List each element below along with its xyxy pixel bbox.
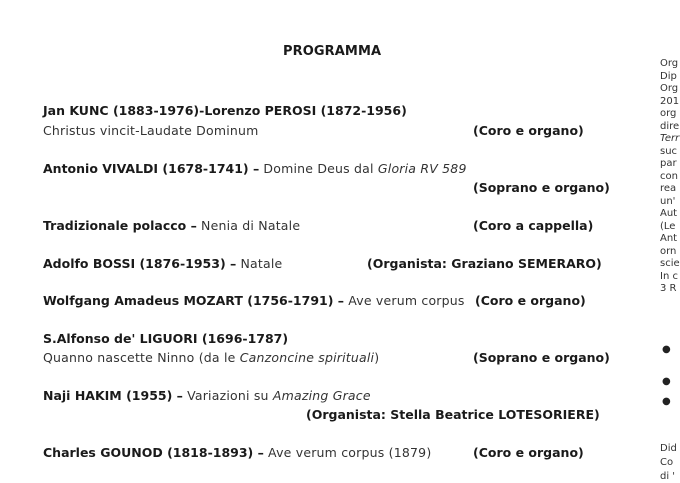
- entry-4-performer: (Organista: Graziano SEMERARO): [367, 256, 602, 271]
- side-line: Dip: [660, 70, 677, 82]
- entry-6-performer: (Soprano e organo): [473, 350, 610, 365]
- entry-7: [43, 388, 371, 403]
- entry-2-work: Domine Deus dal: [259, 161, 378, 176]
- entry-6-work-italic: Canzoncine spirituali: [239, 350, 375, 365]
- side-line: (Le: [660, 220, 676, 232]
- entry-7-work: Variazioni su: [182, 388, 273, 403]
- entry-7-work-italic: Amazing Grace: [272, 388, 371, 403]
- bullet-icon: ●: [662, 396, 671, 407]
- entry-6-work-close: ): [374, 350, 380, 365]
- entry-4: [43, 256, 282, 271]
- entry-6-composer: S.Alfonso de' LIGUORI (1696-1787): [43, 331, 289, 346]
- entry-2-composer: Antonio VIVALDI (1678-1741) –: [43, 161, 260, 176]
- entry-3-composer: Tradizionale polacco –: [43, 218, 197, 233]
- entry-6-work-line: [43, 350, 379, 365]
- entry-6-work: Quanno nascette Ninno (da le: [43, 350, 240, 365]
- entry-7-composer: Naji HAKIM (1955) –: [43, 388, 183, 403]
- side-line: Terr: [660, 133, 680, 144]
- entry-5-performer: (Coro e organo): [475, 293, 586, 308]
- side-footer-line: di ': [660, 471, 676, 482]
- entry-2-work-italic: Gloria RV 589: [377, 161, 467, 176]
- entry-5-work: Ave verum corpus: [344, 293, 465, 308]
- entry-8-performer: (Coro e organo): [473, 445, 584, 460]
- entry-3-work: Nenia di Natale: [196, 218, 301, 233]
- side-line: suc: [660, 145, 678, 157]
- side-line: Org: [660, 83, 679, 94]
- entry-4-work: Natale: [236, 256, 283, 271]
- side-column-text: [660, 58, 680, 296]
- entry-8: [43, 445, 431, 460]
- entry-8-composer: Charles GOUNOD (1818-1893) –: [43, 445, 264, 460]
- side-line: Ant: [660, 233, 678, 244]
- side-line: dire: [660, 120, 680, 132]
- entry-1-performer: (Coro e organo): [473, 123, 584, 138]
- side-line: In c: [660, 270, 678, 282]
- entry-3: [43, 218, 300, 233]
- side-line: con: [660, 170, 678, 182]
- entry-5: [43, 293, 465, 308]
- entry-1-work: Christus vincit-Laudate Dominum: [43, 123, 259, 138]
- side-line: 3 R: [660, 283, 677, 294]
- entry-5-composer: Wolfgang Amadeus MOZART (1756-1791) –: [43, 293, 345, 308]
- entry-2-performer: (Soprano e organo): [473, 180, 610, 195]
- bullet-icon: ●: [662, 376, 671, 387]
- bullet-icon: ●: [662, 344, 671, 355]
- entry-8-work: Ave verum corpus (1879): [263, 445, 432, 460]
- side-line: org: [660, 108, 677, 119]
- side-line: 201: [660, 95, 680, 107]
- side-footer-line: Did: [660, 443, 677, 454]
- side-line: un': [660, 195, 676, 207]
- programme-title: PROGRAMMA: [283, 44, 382, 59]
- entry-4-composer: Adolfo BOSSI (1876-1953) –: [43, 256, 237, 271]
- side-line: orn: [660, 245, 677, 257]
- side-footer-line: Co: [660, 457, 674, 468]
- entry-7-performer: (Organista: Stella Beatrice LOTESORIERE): [306, 407, 600, 422]
- side-line: Org: [660, 58, 679, 69]
- side-line: par: [660, 158, 677, 169]
- entry-3-performer: (Coro a cappella): [473, 218, 594, 233]
- entry-2: [43, 161, 467, 176]
- side-line: Aut: [660, 208, 678, 219]
- entry-1-composer: Jan KUNC (1883-1976)-Lorenzo PEROSI (1872-1956): [43, 103, 407, 118]
- side-line: scie: [660, 258, 680, 269]
- side-line: rea: [660, 183, 677, 194]
